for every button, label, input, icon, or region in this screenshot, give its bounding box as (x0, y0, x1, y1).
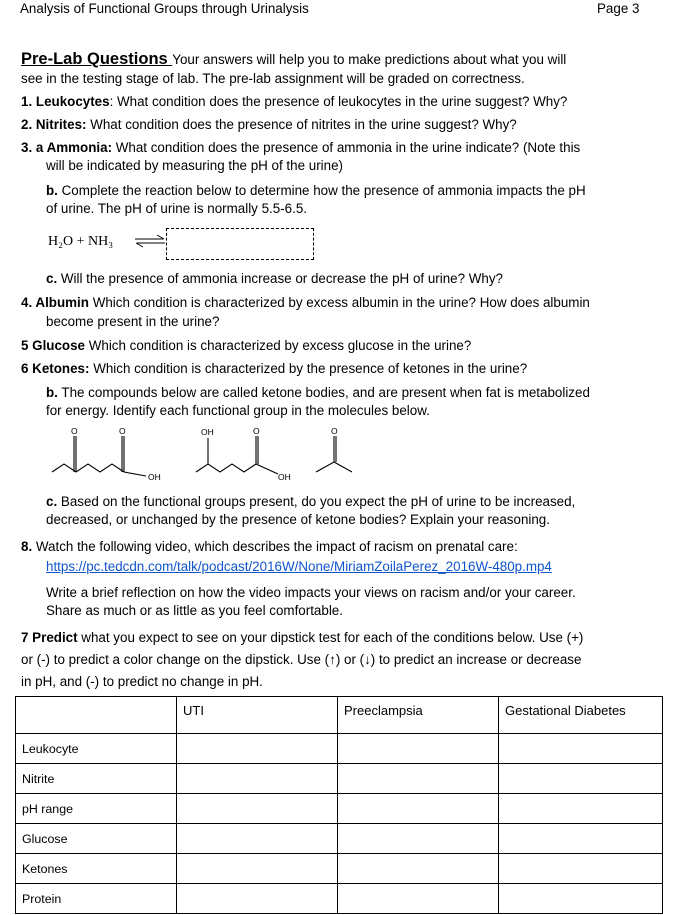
question-3b: b. Complete the reaction below to determine how the presence of ammonia impacts the pH (46, 183, 586, 198)
header-title: Analysis of Functional Groups through Urinalysis (20, 1, 309, 16)
question-2: 2. Nitrites: What condition does the presence of nitrites in the urine suggest? Why? (21, 117, 517, 132)
row-label: Glucose (16, 824, 177, 854)
question-8-reflection-line-2: Share as much or as little as you feel comfortable. (46, 603, 343, 618)
answer-cell[interactable] (338, 794, 499, 824)
answer-cell[interactable] (499, 854, 663, 884)
answer-cell[interactable] (177, 794, 338, 824)
answer-cell[interactable] (177, 764, 338, 794)
answer-cell[interactable] (338, 824, 499, 854)
hydroxyl-label: OH (278, 472, 291, 482)
oxygen-label: O (331, 426, 338, 436)
question-6b: b. The compounds below are called ketone bodies, and are present when fat is metabolized (46, 385, 590, 400)
row-label: Leukocyte (16, 734, 177, 764)
table-row (16, 884, 663, 914)
equilibrium-arrow-icon (133, 234, 167, 248)
answer-cell[interactable] (499, 824, 663, 854)
oxygen-label: O (119, 426, 126, 436)
question-3a: 3. a Ammonia: What condition does the presence of ammonia in the urine indicate? (Note this (21, 140, 581, 155)
answer-cell[interactable] (177, 824, 338, 854)
oxygen-label: O (253, 426, 260, 436)
question-6c: c. Based on the functional groups present, do you expect the pH of urine to be increased, (46, 494, 576, 509)
reaction-reactants: H₂O + NH₃ (48, 234, 114, 249)
question-7-line-3: in pH, and (-) to predict no change in pH. (21, 674, 263, 689)
answer-cell[interactable] (338, 734, 499, 764)
answer-cell[interactable] (338, 764, 499, 794)
page-number: Page 3 (597, 1, 640, 16)
row-label: pH range (16, 794, 177, 824)
question-4-line-2: become present in the urine? (46, 314, 220, 329)
answer-cell[interactable] (499, 794, 663, 824)
answer-cell[interactable] (499, 884, 663, 914)
video-link[interactable]: https://pc.tedcdn.com/talk/podcast/2016W/None/MiriamZoilaPerez_2016W-480p.mp4 (46, 559, 552, 574)
hydroxyl-label: OH (201, 427, 214, 437)
table-header-cell: UTI (177, 697, 338, 734)
question-4: 4. Albumin Which condition is characterized by excess albumin in the urine? How does albumin (21, 295, 590, 310)
ketone-bodies-structures (40, 424, 380, 486)
answer-cell[interactable] (338, 854, 499, 884)
answer-cell[interactable] (177, 734, 338, 764)
table-header-row (16, 697, 663, 734)
table-row (16, 824, 663, 854)
reaction-answer-box[interactable] (166, 228, 314, 260)
row-label: Ketones (16, 854, 177, 884)
question-3c: c. Will the presence of ammonia increase or decrease the pH of urine? Why? (46, 271, 503, 286)
table-header-cell: Gestational Diabetes (499, 697, 663, 734)
answer-cell[interactable] (499, 764, 663, 794)
prediction-table (15, 696, 663, 914)
table-row (16, 764, 663, 794)
row-label: Protein (16, 884, 177, 914)
intro-line-1: Pre-Lab Questions Your answers will help you to make predictions about what you will (21, 50, 567, 68)
hydroxyl-label: OH (148, 472, 161, 482)
question-7-line-2: or (-) to predict a color change on the dipstick. Use (↑) or (↓) to predict an increase or decrease (21, 652, 582, 667)
row-label: Nitrite (16, 764, 177, 794)
question-6: 6 Ketones: Which condition is characterized by the presence of ketones in the urine? (21, 361, 528, 376)
table-row (16, 794, 663, 824)
question-6b-line-2: for energy. Identify each functional group in the molecules below. (46, 403, 430, 418)
oxygen-label: O (71, 426, 78, 436)
answer-cell[interactable] (499, 734, 663, 764)
question-3b-line-2: of urine. The pH of urine is normally 5.5-6.5. (46, 201, 307, 216)
question-7: 7 Predict what you expect to see on your dipstick test for each of the conditions below. Use (+) (21, 630, 584, 645)
answer-cell[interactable] (177, 884, 338, 914)
section-title: Pre-Lab Questions (21, 50, 173, 68)
table-header-cell: Preeclampsia (338, 697, 499, 734)
question-8-reflection: Write a brief reflection on how the video impacts your views on racism and/or your career. (46, 585, 576, 600)
answer-cell[interactable] (177, 854, 338, 884)
question-3a-line-2: will be indicated by measuring the pH of the urine) (46, 158, 343, 173)
question-1: 1. Leukocytes: What condition does the presence of leukocytes in the urine suggest? Why? (21, 94, 568, 109)
question-6c-line-2: decreased, or unchanged by the presence of ketone bodies? Explain your reasoning. (46, 512, 550, 527)
table-header-cell (16, 697, 177, 734)
answer-cell[interactable] (338, 884, 499, 914)
table-row (16, 854, 663, 884)
question-8: 8. Watch the following video, which describes the impact of racism on prenatal care: (21, 539, 518, 554)
intro-line-2: see in the testing stage of lab. The pre-lab assignment will be graded on correctness. (21, 71, 525, 86)
question-5: 5 Glucose Which condition is characterized by excess glucose in the urine? (21, 338, 472, 353)
table-row (16, 734, 663, 764)
